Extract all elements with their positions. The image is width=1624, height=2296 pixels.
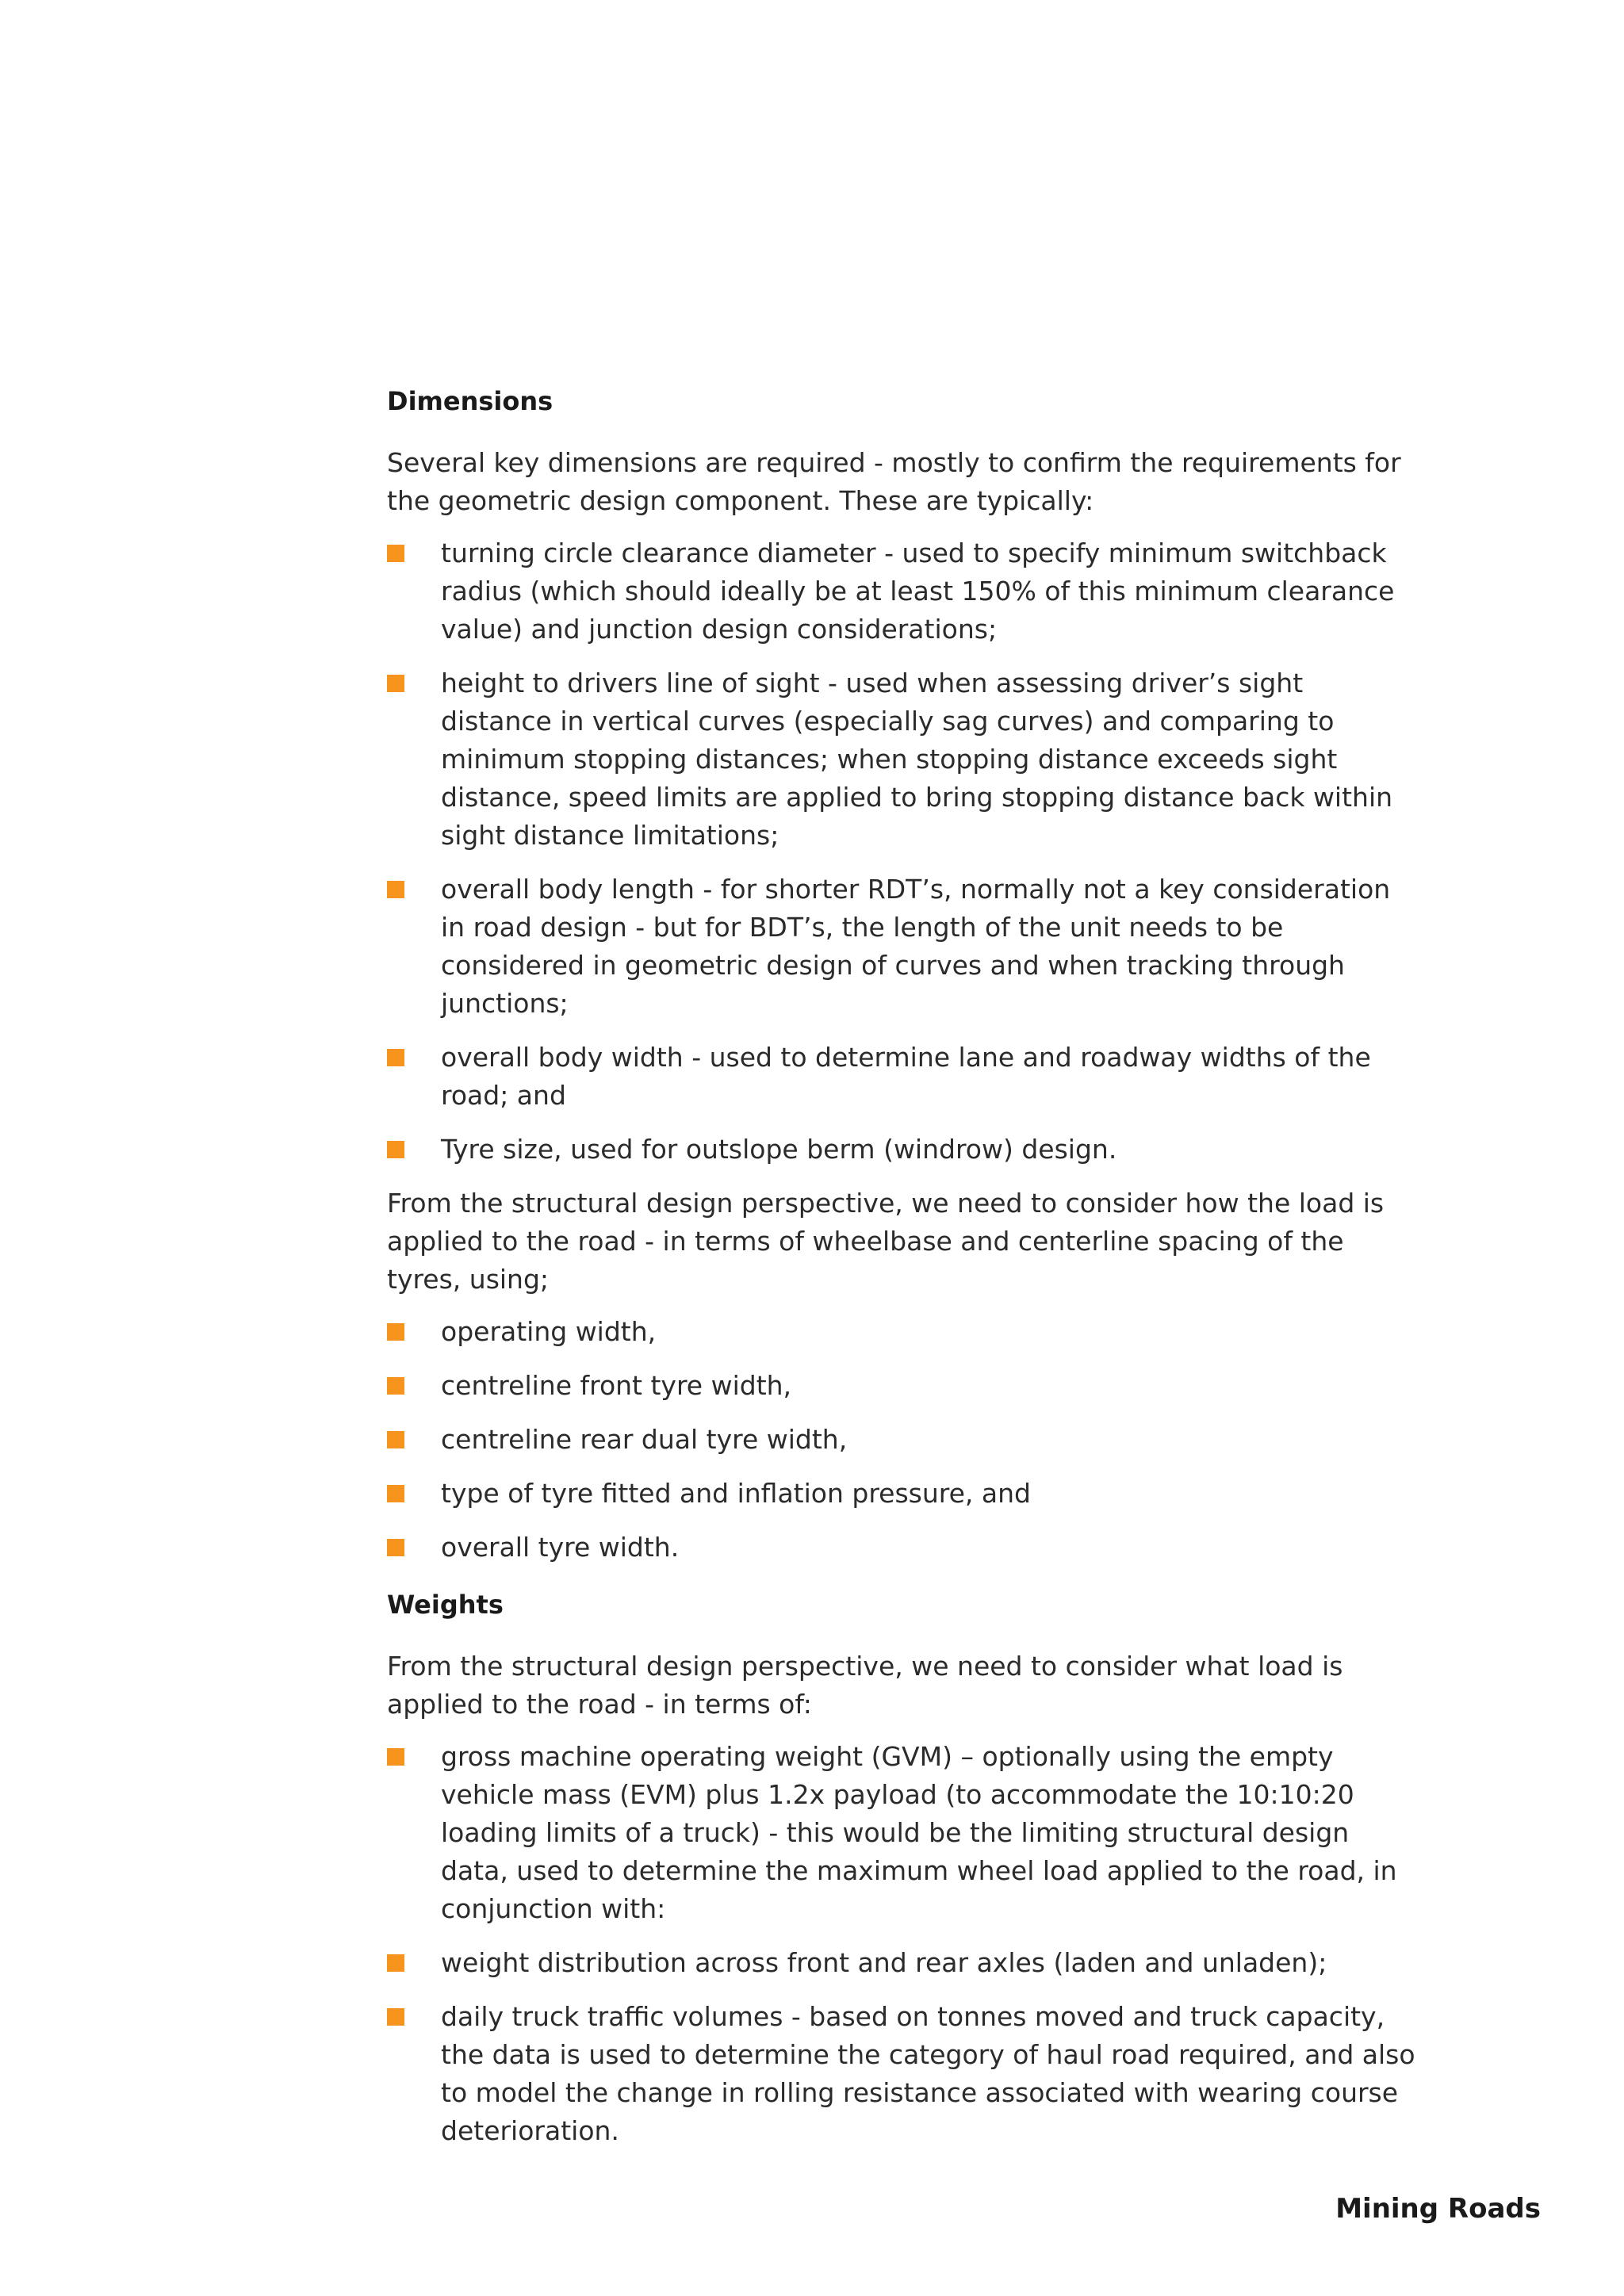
list-item: Tyre size, used for outslope berm (windrow) design.: [387, 1131, 1418, 1169]
square-bullet-icon: [387, 881, 404, 898]
list-item: centreline rear dual tyre width,: [387, 1421, 1418, 1459]
weights-list: [387, 1738, 1418, 2150]
list-item: daily truck traffic volumes - based on tonnes moved and truck capacity, the data is used to determine the category of haul road required, and also to model the change in rolling resistance associated with wearing course deterioration.: [387, 1998, 1418, 2150]
dimensions-intro: Several key dimensions are required - mostly to confirm the requirements for the geometric design component. These are typically:: [387, 447, 1401, 516]
list-item: operating width,: [387, 1313, 1418, 1351]
page-content: [387, 385, 1418, 2166]
square-bullet-icon: [387, 1485, 404, 1502]
list-item: overall body width - used to determine lane and roadway widths of the road; and: [387, 1039, 1418, 1115]
square-bullet-icon: [387, 1954, 404, 1972]
section-heading-dimensions: Dimensions: [387, 386, 553, 416]
weights-intro: From the structural design perspective, we need to consider what load is applied to the road - in terms of:: [387, 1651, 1343, 1720]
square-bullet-icon: [387, 1431, 404, 1448]
square-bullet-icon: [387, 1323, 404, 1341]
square-bullet-icon: [387, 2008, 404, 2026]
dimensions-list: [387, 534, 1418, 1169]
list-item: overall body length - for shorter RDT’s, normally not a key consideration in road design - but for BDT’s, the length of the unit needs to be considered in geometric design of curves and when tracking through junctions;: [387, 871, 1418, 1023]
square-bullet-icon: [387, 545, 404, 562]
square-bullet-icon: [387, 1141, 404, 1158]
list-item: weight distribution across front and rear axles (laden and unladen);: [387, 1944, 1418, 1982]
list-item: gross machine operating weight (GVM) – optionally using the empty vehicle mass (EVM) plus 1.2x payload (to accommodate the 10:10:20 loading limits of a truck) - this would be the limiting structural design data, used to determine the maximum wheel load applied to the road, in conjunction with:: [387, 1738, 1418, 1928]
list-item: overall tyre width.: [387, 1529, 1418, 1567]
structural-list: [387, 1313, 1418, 1567]
square-bullet-icon: [387, 1377, 404, 1395]
list-item: height to drivers line of sight - used when assessing driver’s sight distance in vertical curves (especially sag curves) and comparing to minimum stopping distances; when stopping distance exceeds sight distance, speed limits are applied to bring stopping distance back within sight distance limitations;: [387, 664, 1418, 855]
list-item: turning circle clearance diameter - used to specify minimum switchback radius (which should ideally be at least 150% of this minimum clearance value) and junction design considerations;: [387, 534, 1418, 649]
section-heading-weights: Weights: [387, 1590, 504, 1620]
list-item: type of tyre fitted and inflation pressure, and: [387, 1475, 1418, 1513]
footer-title: Mining Roads: [1335, 2193, 1541, 2225]
square-bullet-icon: [387, 1539, 404, 1556]
structural-intro: From the structural design perspective, we need to consider how the load is applied to the road - in terms of wheelbase and centerline spacing of the tyres, using;: [387, 1188, 1385, 1295]
list-item: centreline front tyre width,: [387, 1367, 1418, 1405]
square-bullet-icon: [387, 675, 404, 692]
square-bullet-icon: [387, 1049, 404, 1066]
square-bullet-icon: [387, 1748, 404, 1766]
